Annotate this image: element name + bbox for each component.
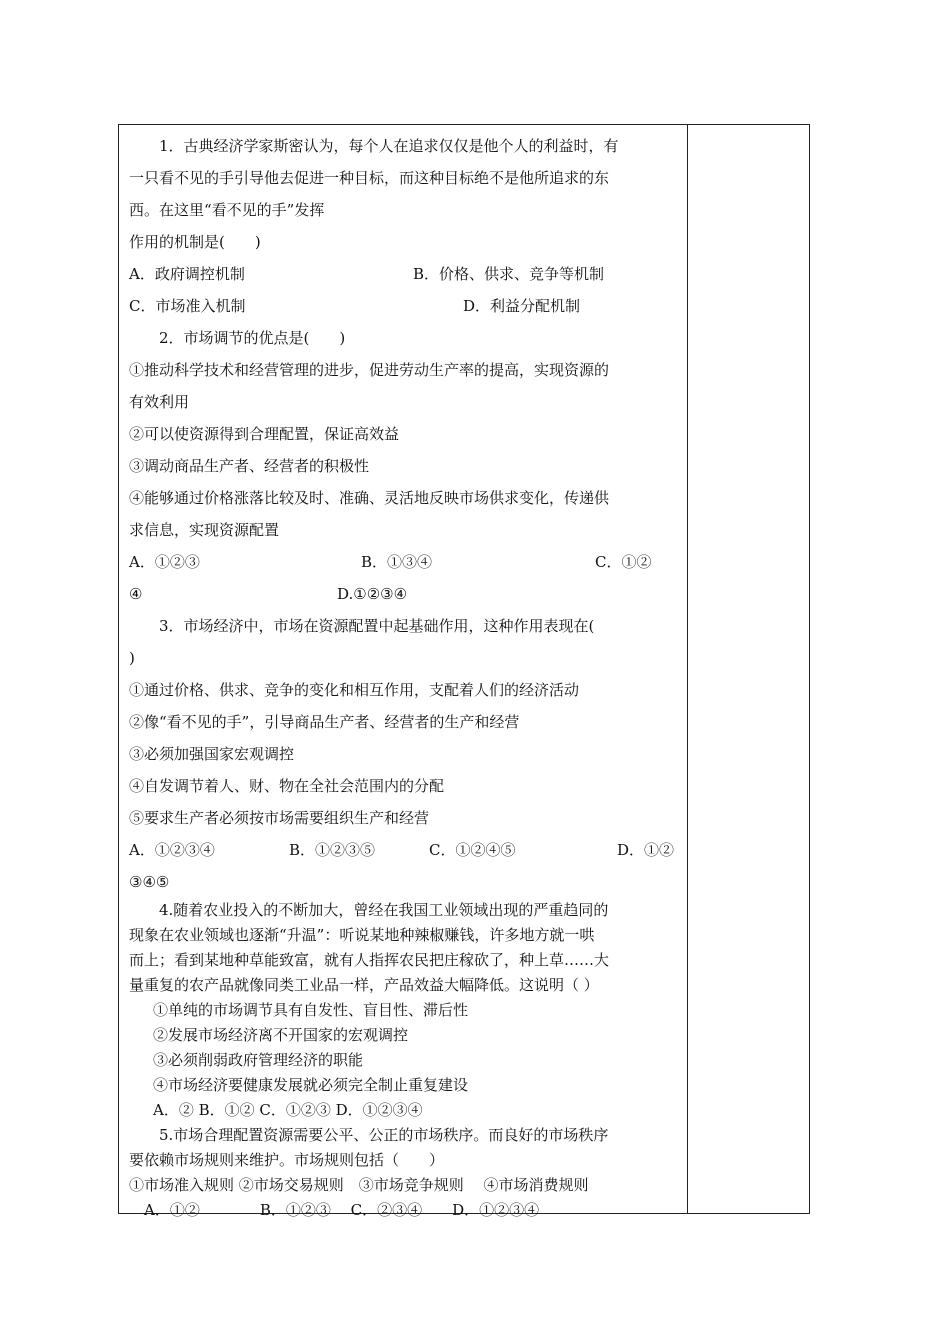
q2-item-2: ②可以使资源得到合理配置，保证高效益	[129, 425, 400, 443]
q3-option-b: B．①②③⑤	[289, 841, 376, 859]
q3-item-3: ③必须加强国家宏观调控	[129, 745, 295, 763]
q2-option-c: C．①②	[595, 553, 652, 571]
q1-option-c: C．市场准入机制	[129, 297, 246, 315]
q4-line-1: 4.随着农业投入的不断加大，曾经在我国工业领域出现的严重趋同的	[159, 901, 609, 919]
q2-item-1: ①推动科学技术和经营管理的进步，促进劳动生产率的提高，实现资源的	[129, 361, 610, 379]
q3-options-row-1	[129, 834, 677, 866]
q1-line-3: 西。在这里“看不见的手”发挥	[129, 201, 325, 219]
q2-stem: 2．市场调节的优点是( )	[159, 329, 346, 347]
q4-item-3: ③必须削弱政府管理经济的职能	[153, 1051, 364, 1069]
q4-options: A．② B．①② C．①②③ D．①②③④	[153, 1101, 423, 1119]
q2-option-c-cont: ④	[129, 585, 143, 603]
q4-line-4: 量重复的农产品就像同类工业品一样，产品效益大幅降低。这说明（ ）	[129, 976, 599, 994]
q1-options-row-2	[129, 290, 677, 322]
q2-option-b: B．①③④	[361, 553, 433, 571]
q1-line-1: 1．古典经济学家斯密认为，每个人在追求仅仅是他个人的利益时，有	[159, 137, 619, 155]
q1-option-d: D．利益分配机制	[463, 297, 581, 315]
q3-item-2: ②像“看不见的手”，引导商品生产者、经营者的生产和经营	[129, 713, 520, 731]
q4-item-4: ④市场经济要健康发展就必须完全制止重复建设	[153, 1076, 469, 1094]
q5-items: ①市场准入规则 ②市场交易规则 ③市场竞争规则 ④市场消费规则	[129, 1176, 589, 1194]
q3-option-c: C．①②④⑤	[429, 841, 516, 859]
q1-option-b: B．价格、供求、竞争等机制	[413, 265, 605, 283]
q5-line-1: 5.市场合理配置资源需要公平、公正的市场秩序。而良好的市场秩序	[159, 1126, 609, 1144]
q1-option-a: A．政府调控机制	[129, 265, 245, 283]
q1-line-4: 作用的机制是( )	[129, 233, 261, 251]
q3-item-5: ⑤要求生产者必须按市场需要组织生产和经营	[129, 809, 430, 827]
question-table	[118, 124, 810, 1219]
q3-option-d-cont: ③④⑤	[129, 873, 170, 891]
q5-options: A．①② B．①②③ C．②③④ D．①②③④	[129, 1201, 540, 1219]
q4-line-3: 而上；看到某地种草能致富，就有人指挥农民把庄稼砍了，种上草……大	[129, 951, 610, 969]
q4-item-1: ①单纯的市场调节具有自发性、盲目性、滞后性	[153, 1001, 469, 1019]
q2-option-d: D.①②③④	[337, 585, 408, 603]
q3-stem: 3．市场经济中，市场在资源配置中起基础作用，这种作用表现在(	[159, 617, 595, 635]
q4-line-2: 现象在农业领域也逐渐“升温”：听说某地种辣椒赚钱，许多地方就一哄	[129, 926, 595, 944]
q3-item-4: ④自发调节着人、财、物在全社会范围内的分配	[129, 777, 445, 795]
q2-item-4-cont: 求信息，实现资源配置	[129, 521, 280, 539]
column-divider	[687, 125, 688, 1213]
q2-options-row-2	[129, 578, 677, 610]
q2-item-4: ④能够通过价格涨落比较及时、准确、灵活地反映市场供求变化，传递供	[129, 489, 610, 507]
q2-item-3: ③调动商品生产者、经营者的积极性	[129, 457, 370, 475]
q1-line-2: 一只看不见的手引导他去促进一种目标，而这种目标绝不是他所追求的东	[129, 169, 610, 187]
question-column	[129, 130, 677, 1223]
q3-stem-cont: )	[129, 649, 135, 667]
q5-line-2: 要依赖市场规则来维护。市场规则包括（ ）	[129, 1151, 445, 1169]
q1-options-row-1	[129, 258, 677, 290]
q3-item-1: ①通过价格、供求、竞争的变化和相互作用，支配着人们的经济活动	[129, 681, 580, 699]
q2-item-1-cont: 有效利用	[129, 393, 190, 411]
q4-item-2: ②发展市场经济离不开国家的宏观调控	[153, 1026, 409, 1044]
q3-option-d: D．①②	[617, 841, 675, 859]
q2-options-row-1	[129, 546, 677, 578]
q3-option-a: A．①②③④	[129, 841, 215, 859]
q2-option-a: A．①②③	[129, 553, 200, 571]
